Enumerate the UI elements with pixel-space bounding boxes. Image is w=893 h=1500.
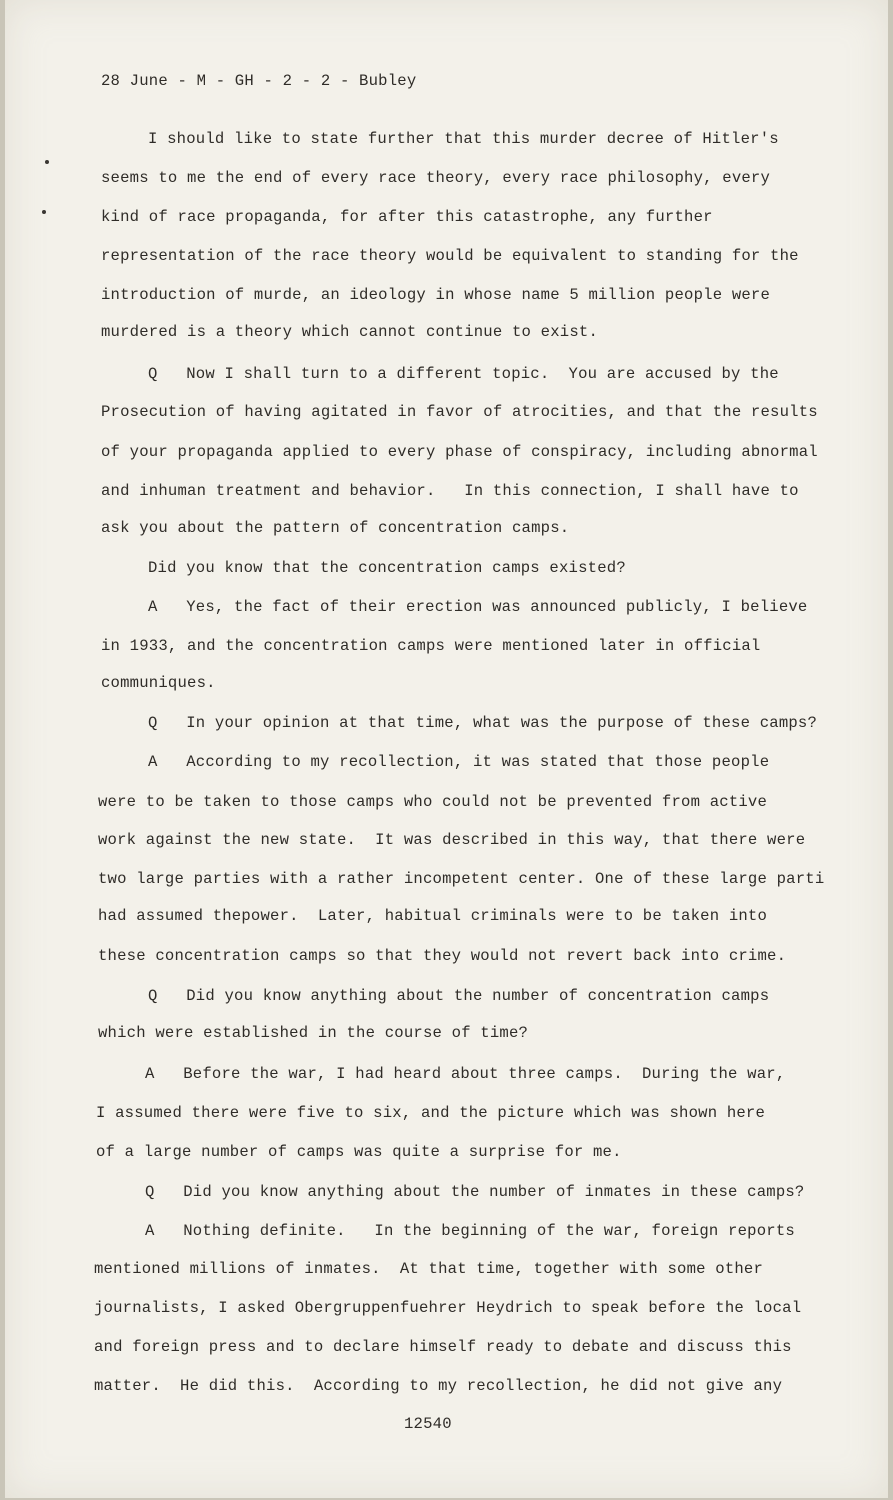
- text-line: ask you about the pattern of concentration camps.: [101, 519, 570, 537]
- margin-mark: [42, 210, 46, 214]
- text-line: two large parties with a rather incompetent center. One of these large parti: [98, 870, 825, 888]
- text-line: of your propaganda applied to every phase of conspiracy, including abnormal: [101, 443, 818, 461]
- text-line: I should like to state further that this murder decree of Hitler's: [148, 130, 779, 148]
- text-line: in 1933, and the concentration camps were mentioned later in official: [101, 637, 761, 655]
- text-line: kind of race propaganda, for after this catastrophe, any further: [101, 208, 713, 226]
- text-line: representation of the race theory would be equivalent to standing for the: [101, 247, 799, 265]
- document-page: [5, 0, 888, 1498]
- page-header: 28 June - M - GH - 2 - 2 - Bubley: [101, 72, 417, 90]
- text-line: work against the new state. It was described in this way, that there were: [98, 831, 806, 849]
- text-line: these concentration camps so that they would not revert back into crime.: [98, 947, 787, 965]
- text-line: Q In your opinion at that time, what was the purpose of these camps?: [148, 714, 818, 732]
- text-line: and foreign press and to declare himself ready to debate and discuss this: [94, 1338, 792, 1356]
- text-line: A Nothing definite. In the beginning of the war, foreign reports: [145, 1222, 795, 1240]
- text-line: A Yes, the fact of their erection was announced publicly, I believe: [148, 598, 808, 616]
- text-line: journalists, I asked Obergruppenfuehrer Heydrich to speak before the local: [94, 1299, 802, 1317]
- text-line: Q Did you know anything about the number of concentration camps: [148, 987, 770, 1005]
- text-line: I assumed there were five to six, and the picture which was shown here: [96, 1104, 766, 1122]
- text-line: had assumed thepower. Later, habitual criminals were to be taken into: [98, 907, 768, 925]
- text-line: A Before the war, I had heard about three camps. During the war,: [145, 1065, 786, 1083]
- page-number: 12540: [404, 1415, 452, 1433]
- text-line: were to be taken to those camps who could not be prevented from active: [98, 793, 768, 811]
- text-line: Prosecution of having agitated in favor of atrocities, and that the results: [101, 403, 818, 421]
- text-line: Q Now I shall turn to a different topic. You are accused by the: [148, 365, 779, 383]
- text-line: which were established in the course of time?: [98, 1024, 529, 1042]
- text-line: communiques.: [101, 674, 216, 692]
- text-line: and inhuman treatment and behavior. In this connection, I shall have to: [101, 482, 799, 500]
- text-line: introduction of murde, an ideology in whose name 5 million people were: [101, 286, 771, 304]
- text-line: matter. He did this. According to my recollection, he did not give any: [94, 1377, 783, 1395]
- text-line: seems to me the end of every race theory, every race philosophy, every: [101, 169, 771, 187]
- margin-mark: [45, 160, 49, 164]
- text-line: murdered is a theory which cannot continue to exist.: [101, 323, 599, 341]
- text-line: Did you know that the concentration camps existed?: [148, 559, 626, 577]
- text-line: mentioned millions of inmates. At that time, together with some other: [94, 1260, 764, 1278]
- text-line: A According to my recollection, it was stated that those people: [148, 753, 770, 771]
- text-line: of a large number of camps was quite a surprise for me.: [96, 1143, 622, 1161]
- text-line: Q Did you know anything about the number of inmates in these camps?: [145, 1183, 805, 1201]
